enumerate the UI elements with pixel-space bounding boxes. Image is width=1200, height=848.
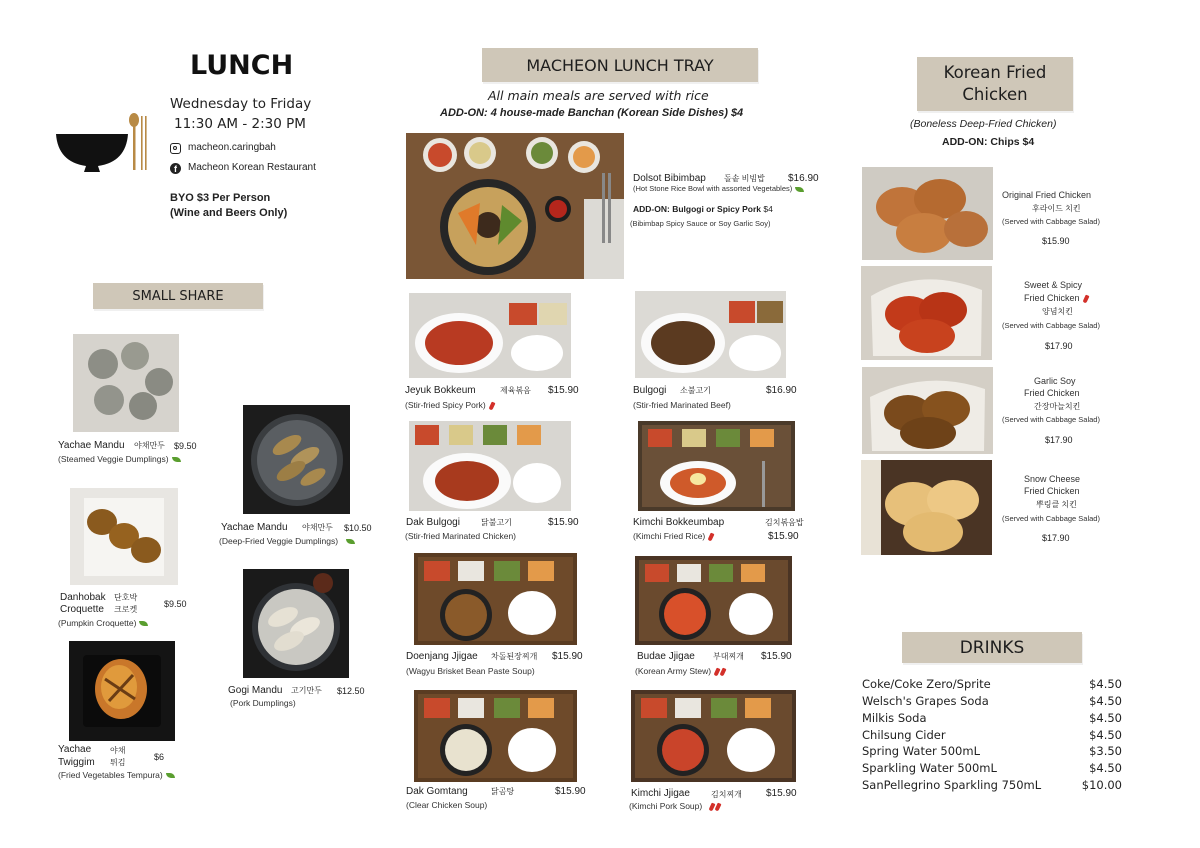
small-share-2-sub-text: (Deep-Fried Veggie Dumplings) bbox=[219, 536, 339, 546]
tray-4-kr: 김치볶음밥 bbox=[765, 518, 804, 527]
chili-icon bbox=[1082, 294, 1089, 303]
small-share-5-kr-line1: 야채 bbox=[110, 746, 126, 755]
tray-7-sub: (Clear Chicken Soup) bbox=[406, 800, 488, 810]
bibimbap-addon-label: ADD-ON: Bulgogi or Spicy Pork bbox=[633, 204, 761, 214]
sweet-spicy-chicken-photo bbox=[861, 266, 992, 360]
snow-cheese-chicken-photo bbox=[861, 460, 992, 555]
chicken-4-price: $17.90 bbox=[1042, 533, 1070, 543]
bibimbap-sub bbox=[633, 185, 804, 194]
bibimbap-addon bbox=[633, 205, 773, 215]
small-share-1-name: Yachae Mandu bbox=[58, 440, 125, 451]
tray-8-price: $15.90 bbox=[766, 788, 797, 799]
drink-4-name: Chilsung Cider bbox=[862, 728, 946, 742]
lunch-tray-banner bbox=[482, 48, 758, 82]
tray-2-kr: 소불고기 bbox=[680, 386, 711, 395]
facebook-icon: f bbox=[170, 163, 181, 174]
fried-chicken-title-line2: Chicken bbox=[962, 85, 1028, 104]
bibimbap-addon-sub: (Bibimbap Spicy Sauce or Soy Garlic Soy) bbox=[630, 219, 771, 228]
bibimbap-photo bbox=[406, 133, 624, 279]
small-share-3-price: $9.50 bbox=[164, 599, 187, 609]
small-share-3-kr-line2: 크로켓 bbox=[114, 605, 138, 614]
tray-4-name: Kimchi Bokkeumbap bbox=[633, 517, 725, 528]
jeyuk-bokkeum-photo bbox=[409, 293, 571, 378]
croquette-photo bbox=[70, 488, 178, 585]
bowl-chopsticks-icon bbox=[54, 112, 150, 174]
tray-7-name: Dak Gomtang bbox=[406, 786, 468, 797]
dak-bulgogi-photo bbox=[409, 421, 571, 511]
small-share-1-kr: 야채만두 bbox=[134, 441, 165, 450]
chili-icon bbox=[720, 667, 727, 676]
chicken-4-name-line2: Fried Chicken bbox=[1024, 486, 1080, 496]
chicken-2-name-line2-text: Fried Chicken bbox=[1024, 293, 1080, 303]
opening-days: Wednesday to Friday bbox=[170, 96, 312, 112]
drink-4-price: $4.50 bbox=[1089, 728, 1122, 742]
tray-6-sub-text: (Korean Army Stew) bbox=[635, 666, 712, 676]
tray-5-price: $15.90 bbox=[552, 651, 583, 662]
leaf-icon bbox=[795, 187, 804, 192]
chicken-3-price: $17.90 bbox=[1045, 435, 1073, 445]
bibimbap-price: $16.90 bbox=[788, 173, 819, 184]
small-share-5-name-line1: Yachae bbox=[58, 744, 92, 755]
bibimbap-name: Dolsot Bibimbap bbox=[633, 173, 706, 184]
chicken-2-sub: (Served with Cabbage Salad) bbox=[1002, 321, 1100, 330]
tray-6-sub bbox=[635, 667, 725, 677]
tray-1-price: $15.90 bbox=[548, 385, 579, 396]
small-share-2-sub bbox=[219, 537, 355, 547]
leaf-icon bbox=[172, 457, 181, 462]
byo-line-2: (Wine and Beers Only) bbox=[170, 207, 288, 219]
dak-gomtang-photo bbox=[414, 690, 577, 782]
chicken-1-name: Original Fried Chicken bbox=[1002, 190, 1092, 200]
drink-6-name: Sparkling Water 500mL bbox=[862, 761, 997, 775]
small-share-5-kr-line2: 튀김 bbox=[110, 758, 126, 767]
lunch-tray-title: MACHEON LUNCH TRAY bbox=[526, 55, 714, 75]
chicken-3-sub: (Served with Cabbage Salad) bbox=[1002, 415, 1100, 424]
chicken-2-kr: 양념치킨 bbox=[1042, 307, 1073, 316]
small-share-3-name-line1: Danhobak bbox=[60, 592, 106, 603]
chicken-1-kr: 후라이드 치킨 bbox=[1032, 204, 1081, 213]
opening-hours: 11:30 AM - 2:30 PM bbox=[174, 116, 306, 132]
chicken-3-kr: 간장마늘치킨 bbox=[1034, 402, 1081, 411]
bibimbap-kr: 돌솥 비빔밥 bbox=[724, 174, 765, 183]
tray-8-sub bbox=[629, 802, 720, 812]
byo-line-1: BYO $3 Per Person bbox=[170, 192, 271, 204]
drink-3-price: $4.50 bbox=[1089, 711, 1122, 725]
fried-chicken-addon: ADD-ON: Chips $4 bbox=[942, 136, 1035, 148]
drink-5-price: $3.50 bbox=[1089, 744, 1122, 758]
chicken-1-price: $15.90 bbox=[1042, 236, 1070, 246]
tray-7-kr: 닭곰탕 bbox=[491, 787, 515, 796]
tray-2-sub: (Stir-fried Marinated Beef) bbox=[633, 400, 731, 410]
kimchi-bokkeumbap-photo bbox=[638, 421, 795, 511]
original-fried-chicken-photo bbox=[862, 167, 993, 260]
pork-dumplings-photo bbox=[243, 569, 349, 678]
leaf-icon bbox=[346, 539, 355, 544]
tray-6-name: Budae Jjigae bbox=[637, 651, 695, 662]
tray-8-sub-text: (Kimchi Pork Soup) bbox=[629, 801, 703, 811]
tray-1-kr: 제육볶음 bbox=[500, 386, 531, 395]
fried-chicken-banner bbox=[917, 57, 1073, 111]
tray-6-kr: 부대찌개 bbox=[713, 652, 744, 661]
drink-5-name: Spring Water 500mL bbox=[862, 744, 980, 758]
tray-3-name: Dak Bulgogi bbox=[406, 517, 460, 528]
small-share-banner bbox=[93, 283, 263, 309]
small-share-5-sub bbox=[58, 771, 175, 781]
drink-2-name: Welsch's Grapes Soda bbox=[862, 694, 989, 708]
small-share-5-price: $6 bbox=[154, 752, 165, 762]
chicken-3-name-line1: Garlic Soy bbox=[1034, 376, 1076, 386]
instagram-handle[interactable]: macheon.caringbah bbox=[188, 142, 276, 153]
fried-dumplings-photo bbox=[243, 405, 350, 514]
bibimbap-sub-text: (Hot Stone Rice Bowl with assorted Vegetables) bbox=[633, 184, 793, 193]
small-share-1-sub-text: (Steamed Veggie Dumplings) bbox=[58, 454, 169, 464]
tray-2-price: $16.90 bbox=[766, 385, 797, 396]
small-share-3-name-line2: Croquette bbox=[60, 604, 104, 615]
small-share-4-price: $12.50 bbox=[337, 686, 365, 696]
small-share-4-kr: 고기만두 bbox=[291, 686, 322, 695]
small-share-1-sub bbox=[58, 455, 181, 465]
drink-7-price: $10.00 bbox=[1081, 778, 1122, 792]
kimchi-jjigae-photo bbox=[631, 690, 796, 782]
leaf-icon bbox=[139, 621, 148, 626]
tray-1-name: Jeyuk Bokkeum bbox=[405, 385, 476, 396]
drink-1-name: Coke/Coke Zero/Sprite bbox=[862, 677, 991, 691]
chicken-4-name-line1: Snow Cheese bbox=[1024, 474, 1081, 484]
tray-8-kr: 김치찌개 bbox=[711, 790, 742, 799]
tray-1-sub-text: (Stir-fried Spicy Pork) bbox=[405, 400, 486, 410]
small-share-5-sub-text: (Fried Vegetables Tempura) bbox=[58, 770, 163, 780]
drink-3-name: Milkis Soda bbox=[862, 711, 927, 725]
drink-7-name: SanPellegrino Sparkling 750mL bbox=[862, 778, 1042, 792]
leaf-icon bbox=[166, 773, 175, 778]
tray-5-kr: 차돌된장찌개 bbox=[491, 652, 538, 661]
drink-1-price: $4.50 bbox=[1089, 677, 1122, 691]
fried-chicken-title-line1: Korean Fried bbox=[943, 62, 1047, 82]
tray-7-price: $15.90 bbox=[555, 786, 586, 797]
facebook-page[interactable]: Macheon Korean Restaurant bbox=[188, 162, 316, 173]
small-share-1-price: $9.50 bbox=[174, 441, 197, 451]
bulgogi-photo bbox=[635, 291, 786, 378]
tray-4-sub-text: (Kimchi Fried Rice) bbox=[633, 531, 706, 541]
lunch-tray-subtitle: All main meals are served with rice bbox=[488, 88, 709, 103]
small-share-3-sub bbox=[58, 619, 148, 629]
steamed-dumplings-photo bbox=[73, 334, 179, 432]
chicken-1-sub: (Served with Cabbage Salad) bbox=[1002, 217, 1100, 226]
tray-2-name: Bulgogi bbox=[633, 385, 667, 396]
tempura-photo bbox=[69, 641, 175, 741]
tray-4-price: $15.90 bbox=[768, 531, 799, 542]
page-title: LUNCH bbox=[190, 50, 294, 81]
lunch-tray-addon: ADD-ON: 4 house-made Banchan (Korean Side Dishes) $4 bbox=[440, 107, 744, 119]
small-share-5-name-line2: Twiggim bbox=[58, 757, 95, 768]
tray-8-name: Kimchi Jjigae bbox=[631, 788, 690, 799]
chili-icon bbox=[715, 802, 722, 811]
small-share-3-kr-line1: 단호박 bbox=[114, 593, 138, 602]
garlic-soy-chicken-photo bbox=[862, 367, 993, 454]
tray-5-sub: (Wagyu Brisket Bean Paste Soup) bbox=[406, 666, 535, 676]
fried-chicken-subtitle: (Boneless Deep-Fried Chicken) bbox=[910, 118, 1057, 130]
tray-3-price: $15.90 bbox=[548, 517, 579, 528]
small-share-4-name: Gogi Mandu bbox=[228, 685, 283, 696]
tray-3-kr: 닭불고기 bbox=[481, 518, 512, 527]
chili-icon bbox=[708, 532, 715, 541]
tray-6-price: $15.90 bbox=[761, 651, 792, 662]
small-share-2-name: Yachae Mandu bbox=[221, 522, 288, 533]
bibimbap-addon-price: $4 bbox=[763, 204, 773, 214]
tray-5-name: Doenjang Jjigae bbox=[406, 651, 478, 662]
small-share-2-kr: 야채만두 bbox=[302, 523, 333, 532]
drinks-banner bbox=[902, 632, 1082, 663]
tray-4-sub bbox=[633, 532, 713, 542]
chili-icon bbox=[488, 401, 495, 410]
chicken-3-name-line2: Fried Chicken bbox=[1024, 388, 1080, 398]
chicken-2-name-line1: Sweet & Spicy bbox=[1024, 280, 1083, 290]
chicken-2-name-line2 bbox=[1024, 293, 1088, 303]
instagram-icon bbox=[170, 143, 181, 154]
small-share-3-sub-text: (Pumpkin Croquette) bbox=[58, 618, 137, 628]
drink-6-price: $4.50 bbox=[1089, 761, 1122, 775]
tray-3-sub: (Stir-fried Marinated Chicken) bbox=[405, 531, 517, 541]
budae-jjigae-photo bbox=[635, 556, 792, 645]
doenjang-jjigae-photo bbox=[414, 553, 577, 645]
small-share-title: SMALL SHARE bbox=[132, 288, 224, 304]
chicken-4-kr: 뿌링클 치킨 bbox=[1036, 500, 1077, 509]
small-share-2-price: $10.50 bbox=[344, 523, 372, 533]
drinks-title: DRINKS bbox=[959, 637, 1025, 658]
drink-2-price: $4.50 bbox=[1089, 694, 1122, 708]
chicken-4-sub: (Served with Cabbage Salad) bbox=[1002, 514, 1100, 523]
chicken-2-price: $17.90 bbox=[1045, 341, 1073, 351]
tray-1-sub bbox=[405, 401, 494, 411]
small-share-4-sub: (Pork Dumplings) bbox=[230, 698, 296, 708]
